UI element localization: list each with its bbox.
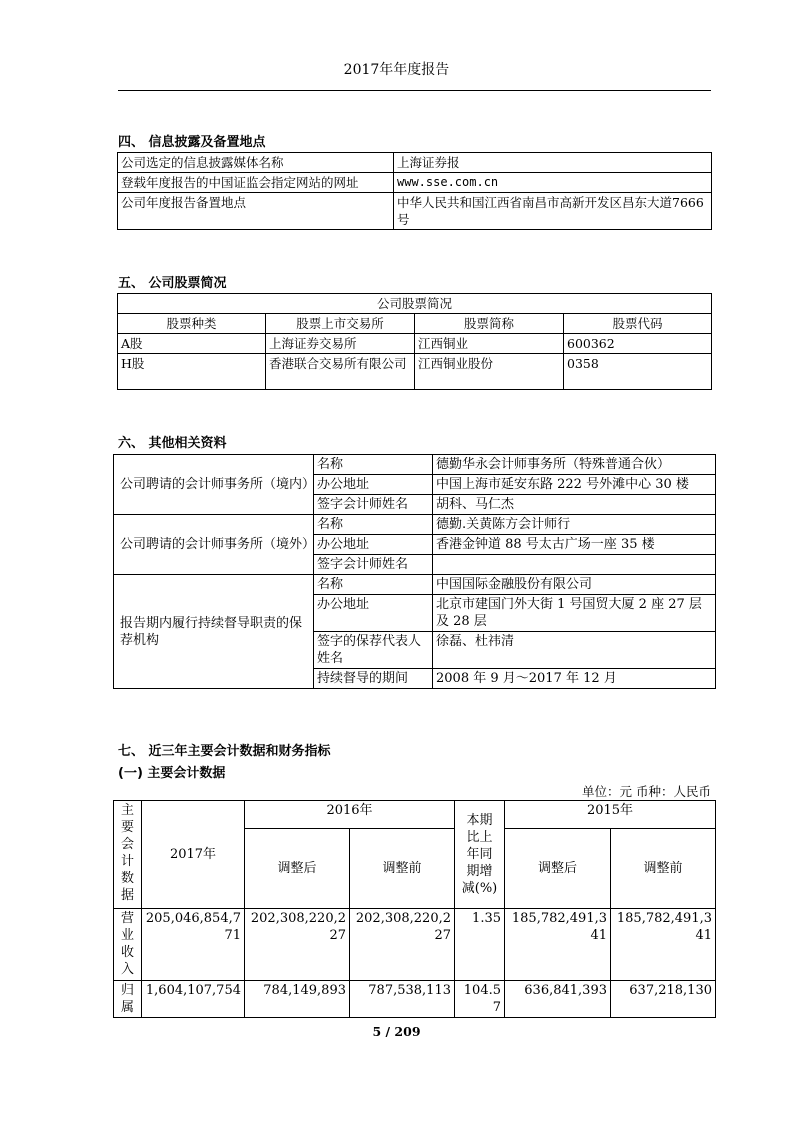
- page-number: 5 / 209: [372, 1024, 421, 1039]
- value-change: 1.35: [455, 909, 505, 981]
- field-label: 签字会计师姓名: [314, 555, 433, 575]
- disclosure-location-label: 公司年度报告备置地点: [118, 193, 394, 230]
- value-2015-adjusted: 636,841,393: [505, 981, 611, 1018]
- disclosure-website-value: www.sse.com.cn: [394, 173, 712, 193]
- overseas-auditor-label: 公司聘请的会计师事务所（境外）: [114, 515, 314, 575]
- stock-type: H股: [118, 354, 266, 390]
- table-row: [118, 314, 712, 334]
- value-2016-original: 202,308,220,227: [350, 909, 455, 981]
- stock-code: 0358: [564, 354, 712, 390]
- field-value: 北京市建国门外大街 1 号国贸大厦 2 座 27 层及 28 层: [433, 595, 716, 632]
- stock-short-name: 江西铜业股份: [415, 354, 564, 390]
- stock-table-caption: 公司股票简况: [118, 294, 712, 314]
- table-row: [118, 153, 712, 173]
- value-2016-adjusted: 202,308,220,227: [245, 909, 350, 981]
- section-7-heading: 七、 近三年主要会计数据和财务指标: [118, 744, 331, 759]
- field-value: 中国国际金融股份有限公司: [433, 575, 716, 595]
- disclosure-website-label: 登载年度报告的中国证监会指定网站的网址: [118, 173, 394, 193]
- header-2016-original: 调整前: [350, 829, 455, 909]
- field-value: [433, 555, 716, 575]
- table-row: [118, 354, 712, 390]
- header-item: 主要会计数据: [114, 801, 142, 909]
- table-row: [114, 515, 716, 535]
- field-label: 办公地址: [314, 595, 433, 632]
- stock-code: 600362: [564, 334, 712, 354]
- header-2016-adjusted: 调整后: [245, 829, 350, 909]
- value-change: 104.57: [455, 981, 505, 1018]
- value-2016-original: 787,538,113: [350, 981, 455, 1018]
- table-row: [118, 193, 712, 230]
- field-value: 中国上海市延安东路 222 号外滩中心 30 楼: [433, 475, 716, 495]
- column-header: 股票简称: [415, 314, 564, 334]
- row-item: 营业收入: [114, 909, 142, 981]
- section-6-heading: 六、 其他相关资料: [118, 436, 227, 451]
- field-label: 签字会计师姓名: [314, 495, 433, 515]
- value-2015-original: 185,782,491,341: [611, 909, 716, 981]
- domestic-auditor-label: 公司聘请的会计师事务所（境内）: [114, 455, 314, 515]
- section-5-heading: 五、 公司股票简况: [118, 276, 227, 291]
- field-label: 名称: [314, 455, 433, 475]
- field-value: 德勤.关黄陈方会计师行: [433, 515, 716, 535]
- disclosure-location-value: 中华人民共和国江西省南昌市高新开发区昌东大道7666号: [394, 193, 712, 230]
- stock-exchange: 香港联合交易所有限公司: [266, 354, 415, 390]
- stock-type: A股: [118, 334, 266, 354]
- value-2016-adjusted: 784,149,893: [245, 981, 350, 1018]
- field-value: 德勤华永会计师事务所（特殊普通合伙）: [433, 455, 716, 475]
- field-value: 2008 年 9 月～2017 年 12 月: [433, 669, 716, 689]
- table-row: [114, 801, 716, 829]
- value-2015-adjusted: 185,782,491,341: [505, 909, 611, 981]
- row-item: 归属: [114, 981, 142, 1018]
- report-title: 2017年年度报告: [343, 62, 450, 78]
- disclosure-media-value: 上海证券报: [394, 153, 712, 173]
- value-2017: 205,046,854,771: [142, 909, 245, 981]
- stock-exchange: 上海证券交易所: [266, 334, 415, 354]
- table-row: [118, 334, 712, 354]
- header-divider: [118, 90, 711, 91]
- value-2015-original: 637,218,130: [611, 981, 716, 1018]
- table-row: [114, 981, 716, 1018]
- field-label: 持续督导的期间: [314, 669, 433, 689]
- subsection-heading: (一) 主要会计数据: [118, 766, 226, 781]
- field-label: 办公地址: [314, 535, 433, 555]
- field-label: 名称: [314, 575, 433, 595]
- field-label: 签字的保荐代表人姓名: [314, 632, 433, 669]
- field-value: 香港金钟道 88 号太古广场一座 35 楼: [433, 535, 716, 555]
- header-2016: 2016年: [245, 801, 455, 829]
- table-row: [114, 455, 716, 475]
- table-row: [114, 575, 716, 595]
- column-header: 股票代码: [564, 314, 712, 334]
- stock-table: [117, 293, 712, 390]
- stock-short-name: 江西铜业: [415, 334, 564, 354]
- header-change: 本期比上年同期增减(%): [455, 801, 505, 909]
- table-row: [118, 294, 712, 314]
- field-value: 胡科、马仁杰: [433, 495, 716, 515]
- value-2017: 1,604,107,754: [142, 981, 245, 1018]
- disclosure-table: [117, 152, 712, 230]
- header-2015: 2015年: [505, 801, 716, 829]
- table-row: [114, 909, 716, 981]
- disclosure-media-label: 公司选定的信息披露媒体名称: [118, 153, 394, 173]
- section-4-heading: 四、 信息披露及备置地点: [118, 135, 266, 150]
- other-info-table: [113, 454, 716, 689]
- field-label: 办公地址: [314, 475, 433, 495]
- field-value: 徐磊、杜祎清: [433, 632, 716, 669]
- column-header: 股票上市交易所: [266, 314, 415, 334]
- header-2015-adjusted: 调整后: [505, 829, 611, 909]
- accounting-data-table: [113, 800, 716, 1018]
- field-label: 名称: [314, 515, 433, 535]
- table-row: [118, 173, 712, 193]
- column-header: 股票种类: [118, 314, 266, 334]
- header-2017: 2017年: [142, 801, 245, 909]
- unit-note: 单位：元 币种：人民币: [582, 784, 711, 799]
- sponsor-label: 报告期内履行持续督导职责的保荐机构: [114, 575, 314, 689]
- header-2015-original: 调整前: [611, 829, 716, 909]
